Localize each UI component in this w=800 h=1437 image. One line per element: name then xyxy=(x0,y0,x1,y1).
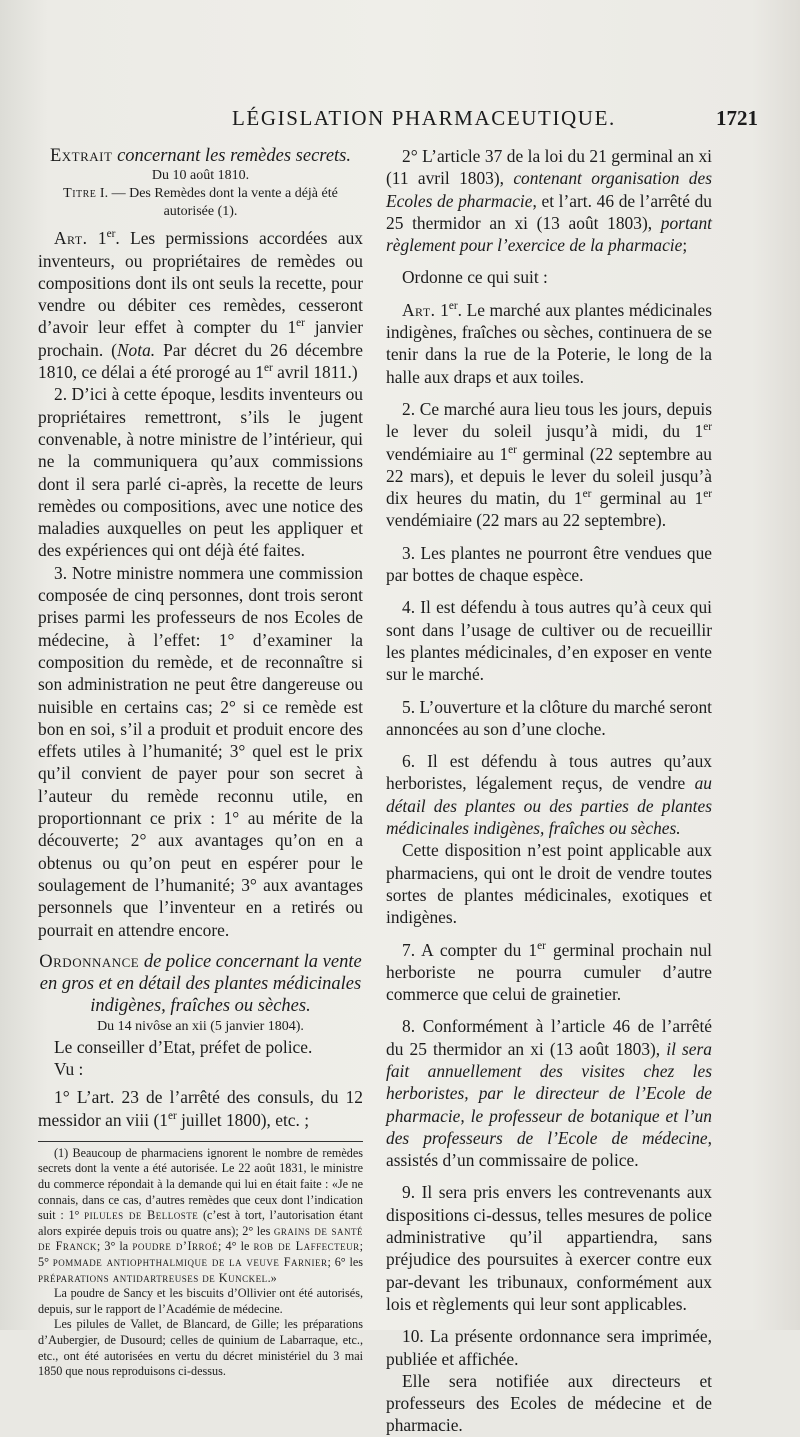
paragraph: Le conseiller d’Etat, préfet de police. xyxy=(54,1036,313,1057)
paragraph: 7. A compter du 1er germinal prochain nul herboriste ne pourra cumuler d’autre commerce que celui de grainetier. xyxy=(386,939,713,1005)
paragraph: 6. Il est défendu à tous autres qu’aux herboristes, légalement reçus, de vendre au détail des plantes ou des parties de plantes médicinales indigènes, fraîches ou sèches. xyxy=(386,751,712,839)
running-title: LÉGISLATION PHARMACEUTIQUE. xyxy=(232,106,616,130)
paragraph: Ordonnance de police concernant la vente en gros et en détail des plantes médicinales indigènes, fraîches ou sèches. xyxy=(39,951,362,1017)
paragraph: 4. Il est défendu à tous autres qu’à ceux qui sont dans l’usage de cultiver ou de recueillir les plantes médicinales, d’en exposer en vente sur le marché. xyxy=(386,597,712,685)
left-column-body xyxy=(38,145,363,1131)
left-column xyxy=(38,145,363,1380)
footnotes xyxy=(38,1141,363,1380)
paragraph: 2. Ce marché aura lieu tous les jours, depuis le lever du soleil jusqu’à midi, du 1er vendémiaire au 1er germinal (22 septembre au 22 mars), et depuis le lever du soleil jusqu’à dix heures du matin, du 1er germinal au 1er vendémiaire (22 mars au 22 septembre). xyxy=(386,398,713,531)
paragraph: 2° L’article 37 de la loi du 21 germinal an xi (11 avril 1803), contenant organisation des Ecoles de pharmacie, et l’art. 46 de l’arrêté du 25 thermidor an xi (13 août 1803), portant règlement pour l’exercice de la pharmacie; xyxy=(386,146,713,256)
paragraph: Extrait concernant les remèdes secrets. xyxy=(49,146,351,166)
paragraph: Art. 1er. Le marché aux plantes médicinales indigènes, fraîches ou sèches, continuera de se tenir dans la rue de la Poterie, le long de la halle aux draps et aux toiles. xyxy=(386,299,712,387)
page-number: 1721 xyxy=(716,106,758,130)
paragraph: Du 14 nivôse an xii (5 janvier 1804). xyxy=(97,1018,304,1034)
paragraph: 3. Notre ministre nommera une commission composée de cinq personnes, dont trois seront prises parmi les professeurs de nos Ecoles de médecine, à l’effet: 1° d’examiner la composition du remède, et de reconnaître si son administration ne peut être dangereuse ou nuisible en certains cas; 2° si ce remède est bon en soi, s’il a produit et produit encore des effets utiles à l’humanité; 3° quel est le prix qu’il convient de payer pour son secret à l’auteur du remède reconnu utile, en proportionnant ce prix : 1° au mérite de la découverte; 2° aux avantages qu’on en a obtenus ou qu’on peut en espérer pour le soulagement de l’humanité; 3° aux avantages personnels que l’inventeur en a retirés ou pourrait en attendre encore. xyxy=(38,562,363,940)
footnote: (1) Beaucoup de pharmaciens ignorent le nombre de remèdes secrets dont la vente a été autorisée. Le 22 août 1831, le ministre du commerce répondait à la demande qui lui en était faite : «Je ne connais, dans ce cas, d’autres remèdes que ceux dont l’indication suit : 1° pilules de Belloste (c’est à tort, l’autorisation étant alors expirée depuis trois ou quatre ans); 2° les grains de santé de Franck; 3° la poudre d’Irroé; 4° le rob de Laffecteur; 5° pommade antiophthalmique de la veuve Farnier; 6° les préparations antidartreuses de Kunckel.» xyxy=(38,1145,363,1285)
paragraph: 10. La présente ordonnance sera imprimée, publiée et affichée. xyxy=(386,1326,712,1369)
paragraph: 5. L’ouverture et la clôture du marché seront annoncées au son d’une cloche. xyxy=(386,696,712,739)
paragraph: Vu : xyxy=(54,1058,84,1079)
right-column xyxy=(386,145,712,1437)
paragraph: 8. Conformément à l’article 46 de l’arrêté du 25 thermidor an xi (13 août 1803), il sera fait annuellement des visites chez les herboristes, par le directeur de l’Ecole de pharmacie, le professeur de botanique et l’un des professeurs de l’Ecole de médecine, assistés d’un commissaire de police. xyxy=(386,1016,712,1171)
paragraph: 2. D’ici à cette époque, lesdits inventeurs ou propriétaires remettront, s’ils le jugent convenable, à notre ministre de l’intérieur, qui ne la communiquera qu’aux commissions dont il sera parlé ci-après, la recette de leurs remèdes ou compositions, avec une notice des maladies auxquelles on peut les appliquer et des expériences qui ont déjà été faites. xyxy=(38,384,363,561)
footnote: Les pilules de Vallet, de Blancard, de Gille; les préparations d’Aubergier, de Dusourd; celles de quinium de Labarraque, etc., etc., ont été autorisées en vertu du décret ministériel du 3 mai 1850 que nous reproduisons ci-dessus. xyxy=(38,1317,363,1379)
paragraph: Art. 1er. Les permissions accordées aux inventeurs, ou propriétaires de remèdes ou compositions dont ils ont seuls la recette, pour vendre ou débiter ces remèdes, cesseront d’avoir leur effet à compter du 1er janvier prochain. (Nota. Par décret du 26 décembre 1810, ce délai a été prorogé au 1er avril 1811.) xyxy=(38,228,364,383)
paragraph: 3. Les plantes ne pourront être vendues que par bottes de chaque espèce. xyxy=(386,542,712,586)
paragraph: Ordonne ce qui suit : xyxy=(402,267,548,288)
paragraph: Elle sera notifiée aux directeurs et professeurs des Ecoles de médecine et de pharmacie. xyxy=(386,1370,712,1436)
running-head xyxy=(0,106,800,136)
paragraph: 1° L’art. 23 de l’arrêté des consuls, du 12 messidor an viii (1er juillet 1800), etc. ; xyxy=(38,1087,363,1130)
footnote: La poudre de Sancy et les biscuits d’Ollivier ont été autorisés, depuis, sur le rapport de l’Académie de médecine. xyxy=(38,1286,363,1316)
paragraph: Cette disposition n’est point applicable aux pharmaciens, qui ont le droit de vendre toutes sortes de plantes médicinales, exotiques et indigènes. xyxy=(386,840,712,928)
paragraph: Du 10 août 1810. xyxy=(151,168,250,184)
paragraph: 9. Il sera pris envers les contrevenants aux dispositions ci-dessus, telles mesures de police administrative qu’il appartiendra, sans préjudice des poursuites à exercer contre eux par-devant les tribunaux, conformément aux lois et règlements qui leur sont applicables. xyxy=(386,1182,712,1314)
paragraph: Titre I. — Des Remèdes dont la vente a déjà été autorisée (1). xyxy=(63,186,338,220)
